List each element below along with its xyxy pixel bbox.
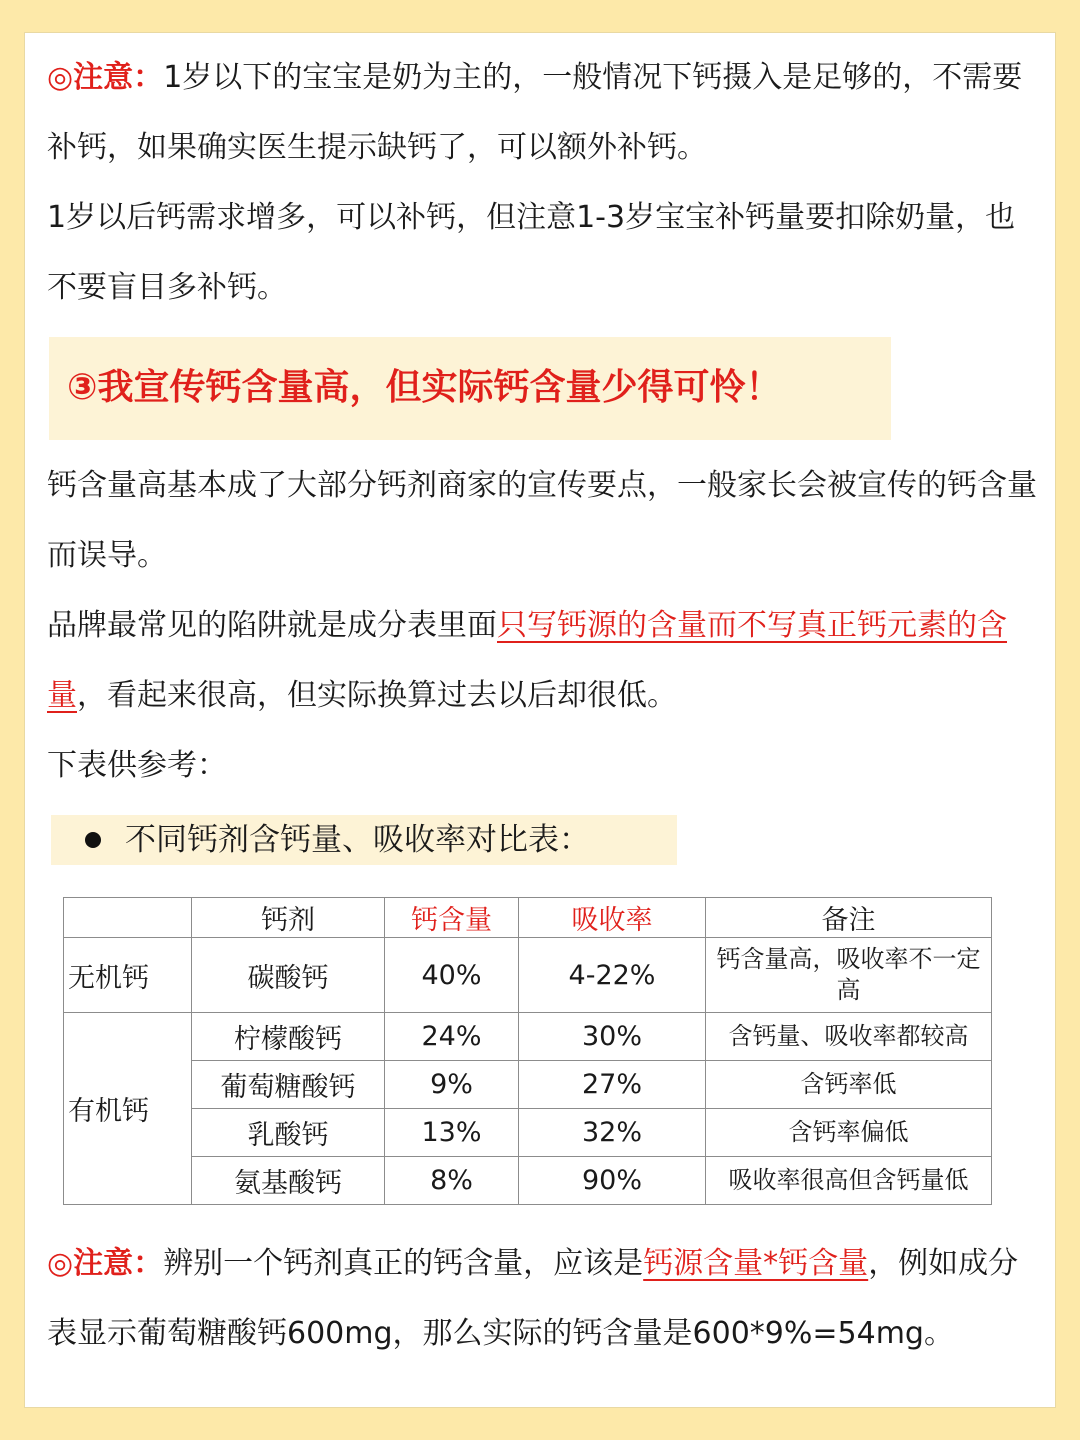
note-cell: 含钙率偏低 <box>706 1109 992 1157</box>
header-cell-empty <box>64 898 192 938</box>
absorb-cell: 32% <box>519 1109 706 1157</box>
note-cell: 吸收率很高但含钙量低 <box>706 1157 992 1205</box>
table-header-row <box>64 898 992 938</box>
section-heading-box <box>49 337 891 440</box>
notice-paragraph-2: 1岁以后钙需求增多，可以补钙，但注意1-3岁宝宝补钙量要扣除奶量，也不要盲目多补钙。 <box>47 200 1016 305</box>
article-card <box>24 32 1056 1408</box>
trap-paragraph <box>47 591 1043 731</box>
notice-label: ◎注意： <box>47 1246 164 1281</box>
absorb-cell: 27% <box>519 1061 706 1109</box>
notice-paragraph-3 <box>47 1229 1043 1369</box>
absorb-cell: 30% <box>519 1013 706 1061</box>
note-cell: 钙含量高，吸收率不一定高 <box>706 938 992 1013</box>
note-cell: 含钙率低 <box>706 1061 992 1109</box>
header-cell-agent: 钙剂 <box>192 898 385 938</box>
table-row <box>64 1157 992 1205</box>
notice-label: ◎注意： <box>47 60 164 95</box>
agent-cell: 乳酸钙 <box>192 1109 385 1157</box>
trap-text-before: 品牌最常见的陷阱就是成分表里面 <box>47 608 497 643</box>
notice-paragraph-1 <box>47 43 1043 183</box>
bullet-dot-icon <box>85 832 101 848</box>
content-cell: 24% <box>385 1013 519 1061</box>
section-heading: ③我宣传钙含量高，但实际钙含量少得可怜！ <box>67 367 782 408</box>
trap-highlight: 只写钙源的含量而不写真正钙元素的含量 <box>47 608 1007 713</box>
table-row <box>64 1013 992 1061</box>
intro-paragraph: 钙含量高基本成了大部分钙剂商家的宣传要点，一般家长会被宣传的钙含量而误导。 <box>47 468 1037 573</box>
table-row <box>64 938 992 1013</box>
note-cell: 含钙量、吸收率都较高 <box>706 1013 992 1061</box>
calcium-comparison-table <box>63 897 992 1205</box>
table-row <box>64 1109 992 1157</box>
content-cell: 8% <box>385 1157 519 1205</box>
category-cell-inorganic: 无机钙 <box>64 938 192 1013</box>
agent-cell: 氨基酸钙 <box>192 1157 385 1205</box>
agent-cell: 柠檬酸钙 <box>192 1013 385 1061</box>
absorb-cell: 90% <box>519 1157 706 1205</box>
header-cell-note: 备注 <box>706 898 992 938</box>
notice-text-after: ，例如成分表显示葡萄糖酸钙600mg，那么实际的钙含量是600*9%=54mg。 <box>47 1246 1019 1351</box>
formula-highlight: 钙源含量*钙含量 <box>643 1246 869 1281</box>
notice-text: 1岁以下的宝宝是奶为主的，一般情况下钙摄入是足够的，不需要补钙，如果确实医生提示缺钙了，可以额外补钙。 <box>47 60 1023 165</box>
agent-cell: 葡萄糖酸钙 <box>192 1061 385 1109</box>
category-cell-organic: 有机钙 <box>64 1013 192 1205</box>
agent-cell: 碳酸钙 <box>192 938 385 1013</box>
header-cell-content: 钙含量 <box>385 898 519 938</box>
notice-text-before: 辨别一个钙剂真正的钙含量，应该是 <box>163 1246 644 1281</box>
absorb-cell: 4-22% <box>519 938 706 1013</box>
trap-text-after: ，看起来很高，但实际换算过去以后却很低。 <box>77 678 677 713</box>
table-title: 不同钙剂含钙量、吸收率对比表： <box>125 822 590 858</box>
content-cell: 9% <box>385 1061 519 1109</box>
table-title-box <box>51 815 677 865</box>
content-cell: 40% <box>385 938 519 1013</box>
table-row <box>64 1061 992 1109</box>
reference-line: 下表供参考： <box>47 748 227 783</box>
header-cell-absorb: 吸收率 <box>519 898 706 938</box>
content-cell: 13% <box>385 1109 519 1157</box>
